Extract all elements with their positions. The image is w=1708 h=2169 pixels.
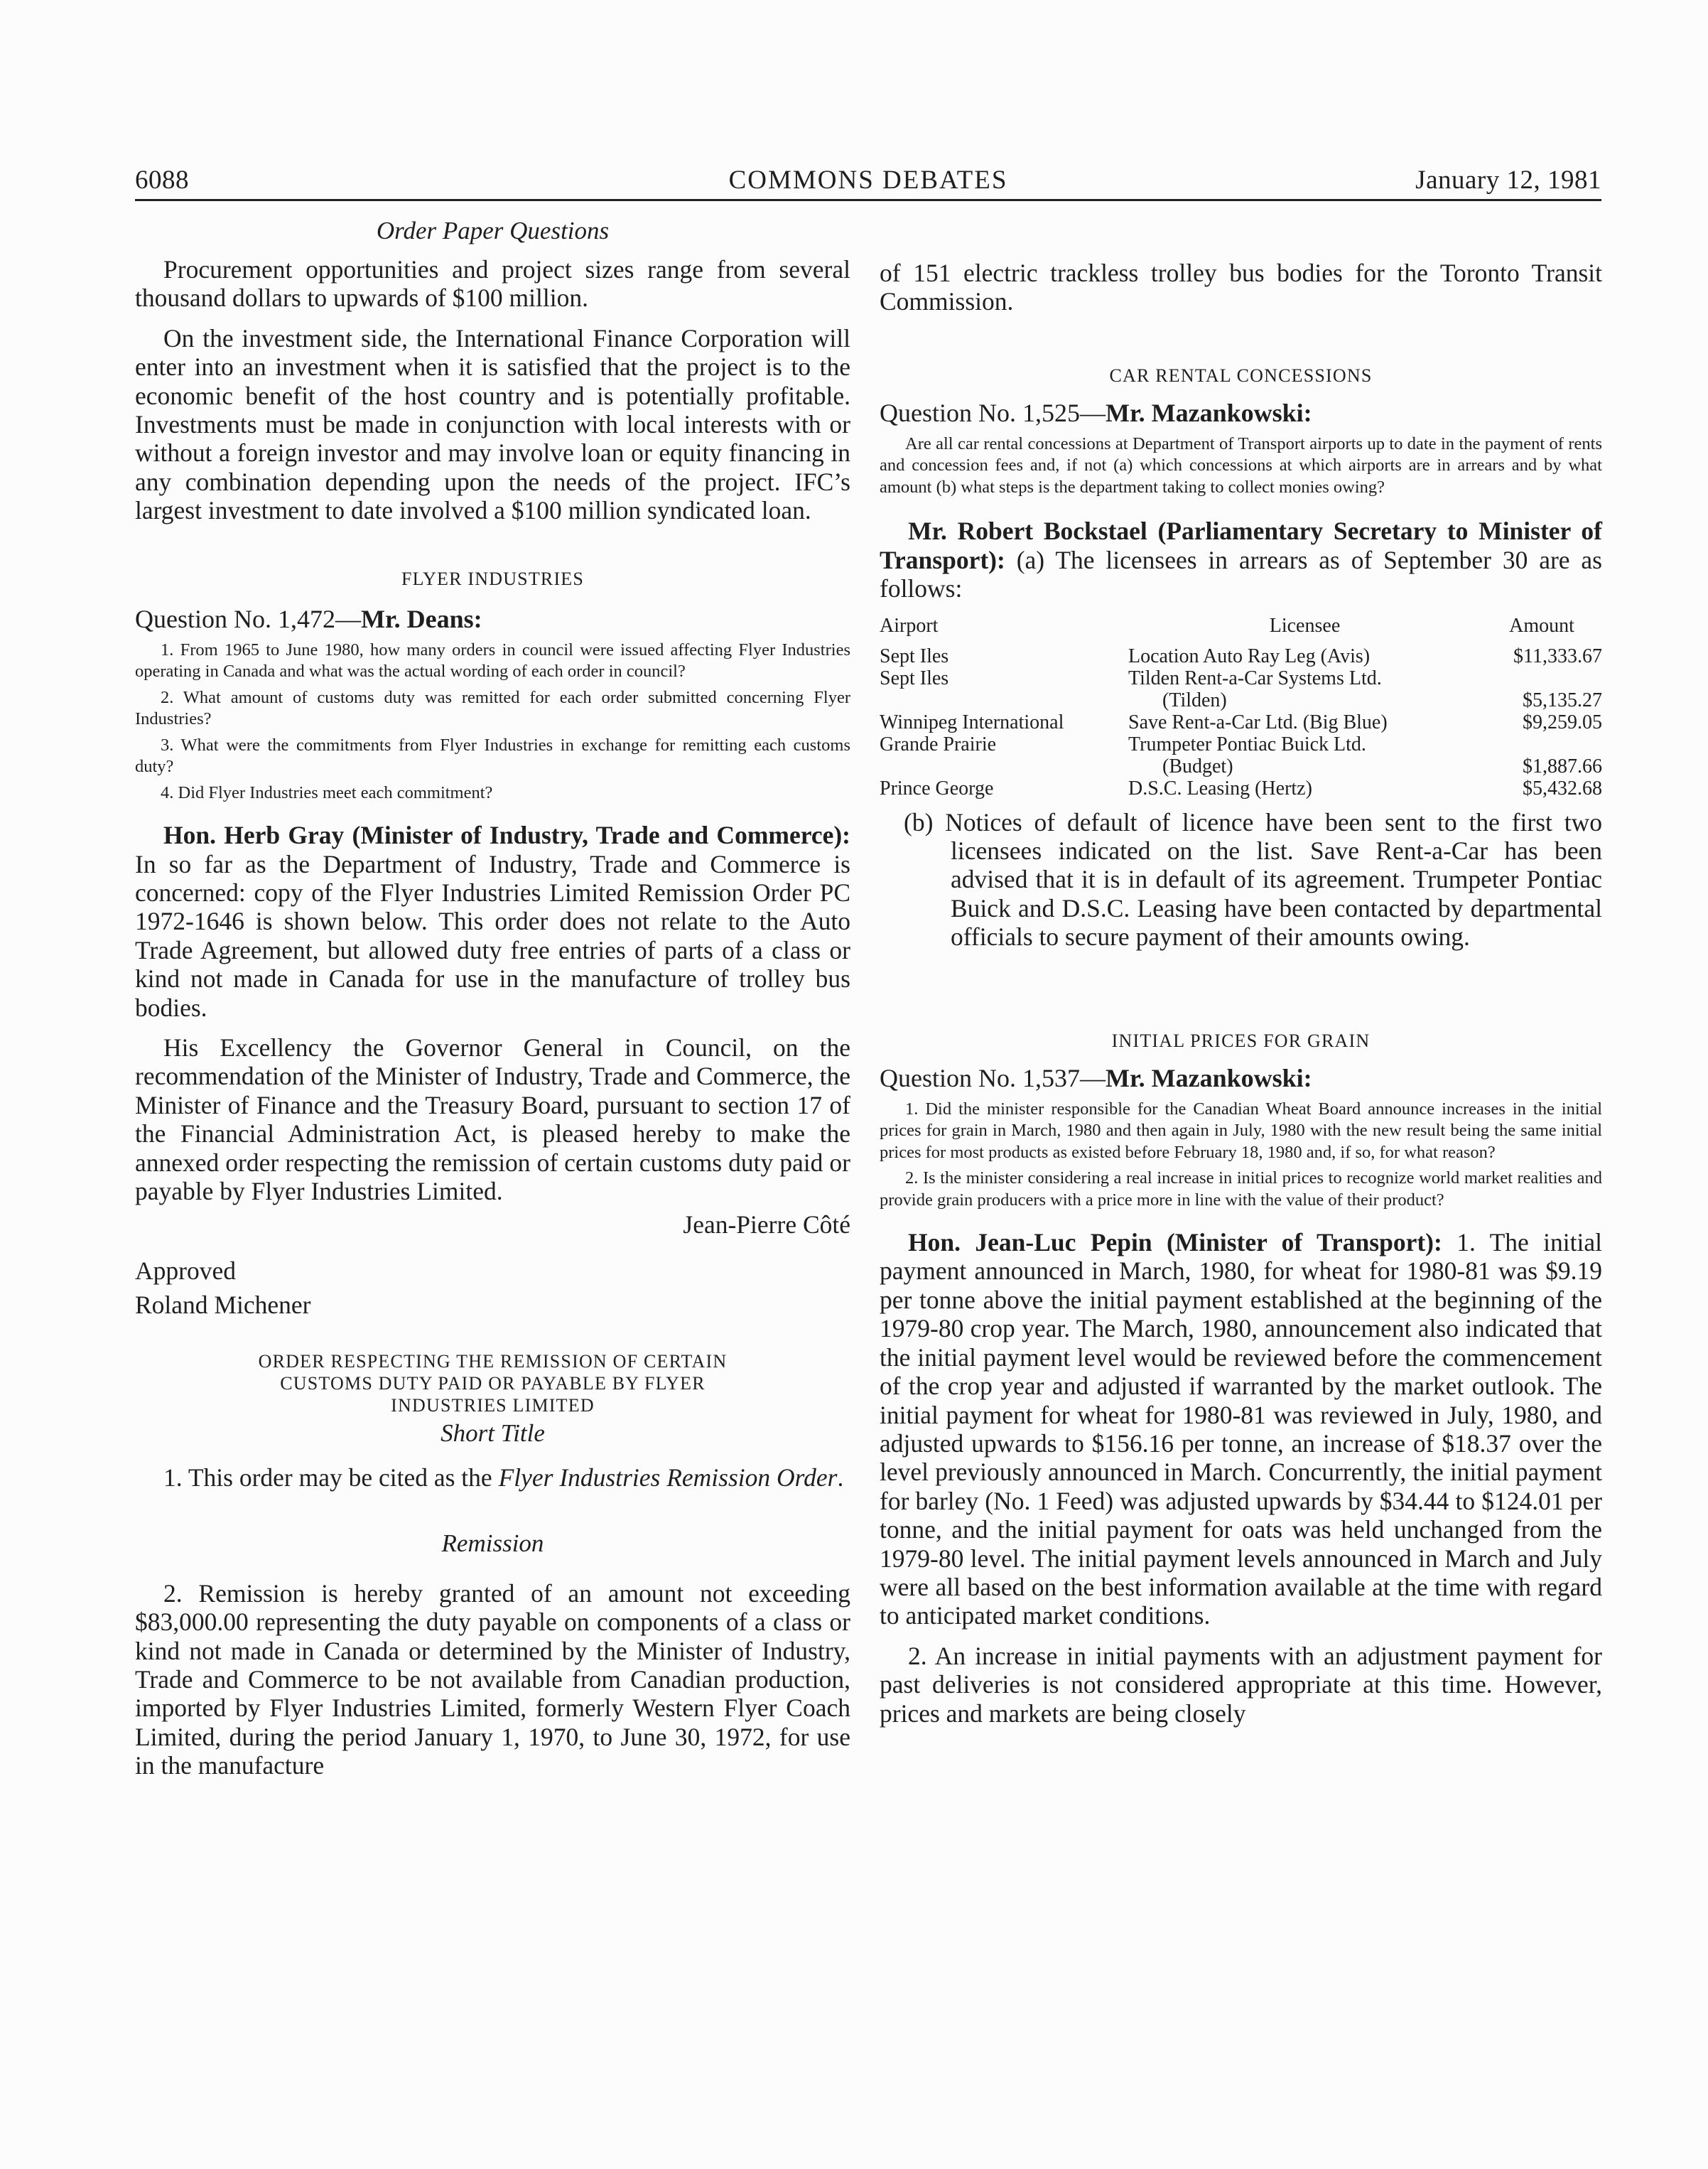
amount-cell: $1,887.66 (1523, 755, 1602, 777)
question-number: Question No. 1,537— (880, 1063, 1106, 1092)
table-row (880, 777, 1602, 800)
answer-part-b: (b) Notices of default of licence have been sent to the first two licensees indicated on the list. Save Rent-a-Car has been advised that it is in default of its agreement. Trumpeter Pontiac Buick and D.S.C. Leasing have been contacted by departmental officials to secure payment of their amounts owing. (904, 807, 1602, 952)
column-header: Amount (1509, 614, 1574, 637)
column-header: Licensee (1269, 614, 1341, 637)
amount-cell: $9,259.05 (1523, 711, 1602, 733)
answer-text: 1. The initial payment announced in March, 1980, for wheat for 1980-81 was $9.19 per tonne above the initial payment established at the beginning of the 1979-80 crop year. The March, 1980, announcement also indicated that the initial payment level would be reviewed before the commencement of the crop year and adjusted if warranted by the market outlook. The initial payment for wheat for 1980-81 was reviewed in July, 1980, and adjusted upwards to $156.16 per tonne, an increase of $18.37 over the level previously announced in March. Concurrently, the initial payment for barley (No. 1 Feed) was adjusted upwards by $34.44 to $124.01 per tonne, and the initial payment for oats was held unchanged from the 1979-80 level. The initial payment levels announced in March and July were all based on the best information available at the time with regard to anticipated market conditions. (880, 1228, 1602, 1630)
airport-cell (880, 689, 1128, 711)
paragraph: Procurement opportunities and project sizes range from several thousand dollars to upwards of $100 million. (135, 255, 850, 313)
amount-cell: $11,333.67 (1513, 645, 1602, 667)
remission-heading: Remission (441, 1529, 544, 1557)
table-header-row (880, 615, 1602, 645)
airport-cell: Sept Iles (880, 645, 949, 667)
speaker-name: Hon. Herb Gray (Minister of Industry, Trade and Commerce): (163, 821, 850, 850)
table-row (880, 755, 1602, 777)
airport-cell: Prince George (880, 777, 994, 800)
licensee-cell: (Budget) (1162, 755, 1233, 777)
table-row (880, 689, 1602, 711)
question-number: Question No. 1,525— (880, 398, 1106, 427)
amount-cell (1481, 667, 1602, 689)
order-heading (135, 1350, 850, 1416)
licensee-cell: (Tilden) (1162, 689, 1227, 711)
amount-cell: $5,432.68 (1523, 777, 1602, 800)
table-row (880, 733, 1602, 755)
question-line (135, 604, 850, 634)
order-heading-line: CUSTOMS DUTY PAID OR PAYABLE BY FLYER (280, 1373, 706, 1394)
page-number: 6088 (135, 166, 189, 195)
signature: Jean-Pierre Côté (683, 1210, 850, 1239)
question-item: 3. What were the commitments from Flyer Industries in exchange for remitting each customs duty? (135, 735, 850, 777)
issue-date: January 12, 1981 (1415, 166, 1601, 195)
amount-cell: $5,135.27 (1523, 689, 1602, 711)
paragraph: 2. An increase in initial payments with an adjustment payment for past deliveries is not considered appropriate at this time. However, prices and markets are being closely (880, 1641, 1602, 1728)
approved-label: Approved (135, 1256, 236, 1286)
paragraph: of 151 electric trackless trolley bus bodies for the Toronto Transit Commission. (880, 259, 1602, 316)
question-line (880, 398, 1602, 428)
licensee-cell: Tilden Rent-a-Car Systems Ltd. (1128, 667, 1382, 689)
speaker-name: Mr. Robert Bockstael (Parliamentary Secretary to Minister of Transport): (880, 517, 1602, 574)
page-header (135, 162, 1601, 201)
licensee-cell: D.S.C. Leasing (Hertz) (1128, 777, 1312, 800)
airport-cell: Winnipeg International (880, 711, 1064, 733)
question-item: 1. Did the minister responsible for the Canadian Wheat Board announce increases in the initial prices for grain in March, 1980 and then again in July, 1980 with the new result being the same initial prices for most products as existed before February 18, 1980 and, if so, for what reason? (880, 1099, 1602, 1162)
question-item: 4. Did Flyer Industries meet each commitment? (161, 782, 493, 802)
car-rental-heading: CAR RENTAL CONCESSIONS (1109, 365, 1373, 386)
approver-name: Roland Michener (135, 1291, 311, 1320)
short-title-heading: Short Title (440, 1419, 545, 1448)
table-row (880, 667, 1602, 689)
table-row (880, 711, 1602, 733)
paragraph: On the investment side, the International Finance Corporation will enter into an investment when it is satisfied that the project is to the economic benefit of the host country and is potentially profitable. Investments must be made in conjunction with local interests with or without a foreign investor and may involve loan or equity financing in any combination depending upon the needs of the project. IFC’s largest investment to date involved a $100 million syndicated loan. (135, 323, 850, 525)
licensee-cell: Trumpeter Pontiac Buick Ltd. (1128, 733, 1366, 755)
airport-cell (880, 755, 1128, 777)
question-member: Mr. Mazankowski: (1106, 398, 1312, 427)
question-line (880, 1063, 1602, 1093)
answer-paragraph (880, 517, 1602, 603)
paragraph (135, 1463, 850, 1492)
section-title: Order Paper Questions (376, 217, 610, 244)
question-number: Question No. 1,472— (135, 604, 361, 633)
airport-cell: Grande Prairie (880, 733, 997, 755)
paragraph: 2. Remission is hereby granted of an amount not exceeding $83,000.00 representing the duty payable on components of a class or kind not made in Canada or determined by the Minister of Industry, Trade and Commerce to be not available from Canadian production, imported by Flyer Industries Limited, formerly Western Flyer Coach Limited, during the period January 1, 1970, to June 30, 1972, for use in the manufacture (135, 1578, 850, 1780)
licensee-cell: Save Rent-a-Car Ltd. (Big Blue) (1128, 711, 1388, 733)
right-column (880, 259, 1602, 1739)
paragraph: His Excellency the Governor General in Council, on the recommendation of the Minister of Industry, Trade and Commerce, the Minister of Finance and the Treasury Board, pursuant to section 17 of the Financial Administration Act, is pleased hereby to make the annexed order respecting the remission of certain customs duty paid or payable by Flyer Industries Limited. (135, 1033, 850, 1206)
answer-text: (a) The licensees in arrears as of September 30 are as follows: (880, 545, 1602, 603)
speaker-name: Hon. Jean-Luc Pepin (Minister of Transport): (908, 1228, 1442, 1257)
question-item: 2. What amount of customs duty was remitted for each order submitted concerning Flyer Industries? (135, 687, 850, 729)
answer-paragraph (880, 1228, 1602, 1630)
table-row (880, 645, 1602, 667)
publication-title: COMMONS DEBATES (728, 166, 1008, 195)
question-member: Mr. Mazankowski: (1106, 1063, 1312, 1092)
column-header: Airport (880, 614, 939, 637)
grain-heading: INITIAL PRICES FOR GRAIN (1111, 1030, 1371, 1051)
licensee-cell: Location Auto Ray Leg (Avis) (1128, 645, 1371, 667)
flyer-heading: FLYER INDUSTRIES (401, 568, 585, 589)
airport-cell: Sept Iles (880, 667, 949, 689)
question-member: Mr. Deans: (361, 604, 482, 633)
italic-title: Flyer Industries Remission Order (498, 1463, 838, 1492)
left-column (135, 217, 850, 1792)
answer-paragraph (135, 821, 850, 1022)
amount-cell (1481, 733, 1602, 755)
question-item: Are all car rental concessions at Department of Transport airports up to date in the payment of rents and concession fees and, if not (a) which concessions at which airports are in arrears and by what amount (b) what steps is the department taking to collect monies owing? (880, 434, 1602, 497)
order-heading-line: INDUSTRIES LIMITED (391, 1395, 595, 1416)
question-item: 1. From 1965 to June 1980, how many orders in council were issued affecting Flyer Industries operating in Canada and what was the actual wording of each order in council? (135, 640, 850, 682)
order-heading-line: ORDER RESPECTING THE REMISSION OF CERTAIN (258, 1351, 728, 1372)
text-run: 1. This order may be cited as the (163, 1463, 499, 1492)
arrears-table (880, 615, 1602, 800)
answer-text: In so far as the Department of Industry, Trade and Commerce is concerned: copy of the Flyer Industries Limited Remission Order PC 1972-1646 is shown below. This order does not relate to the Auto Trade Agreement, but allowed duty free entries of parts of a class or kind not made in Canada for use in the manufacture of trolley bus bodies. (135, 849, 850, 1022)
text-run: . (837, 1463, 844, 1492)
question-item: 2. Is the minister considering a real increase in initial prices to recognize world market realities and provide grain producers with a price more in line with the value of their product? (880, 1168, 1602, 1210)
